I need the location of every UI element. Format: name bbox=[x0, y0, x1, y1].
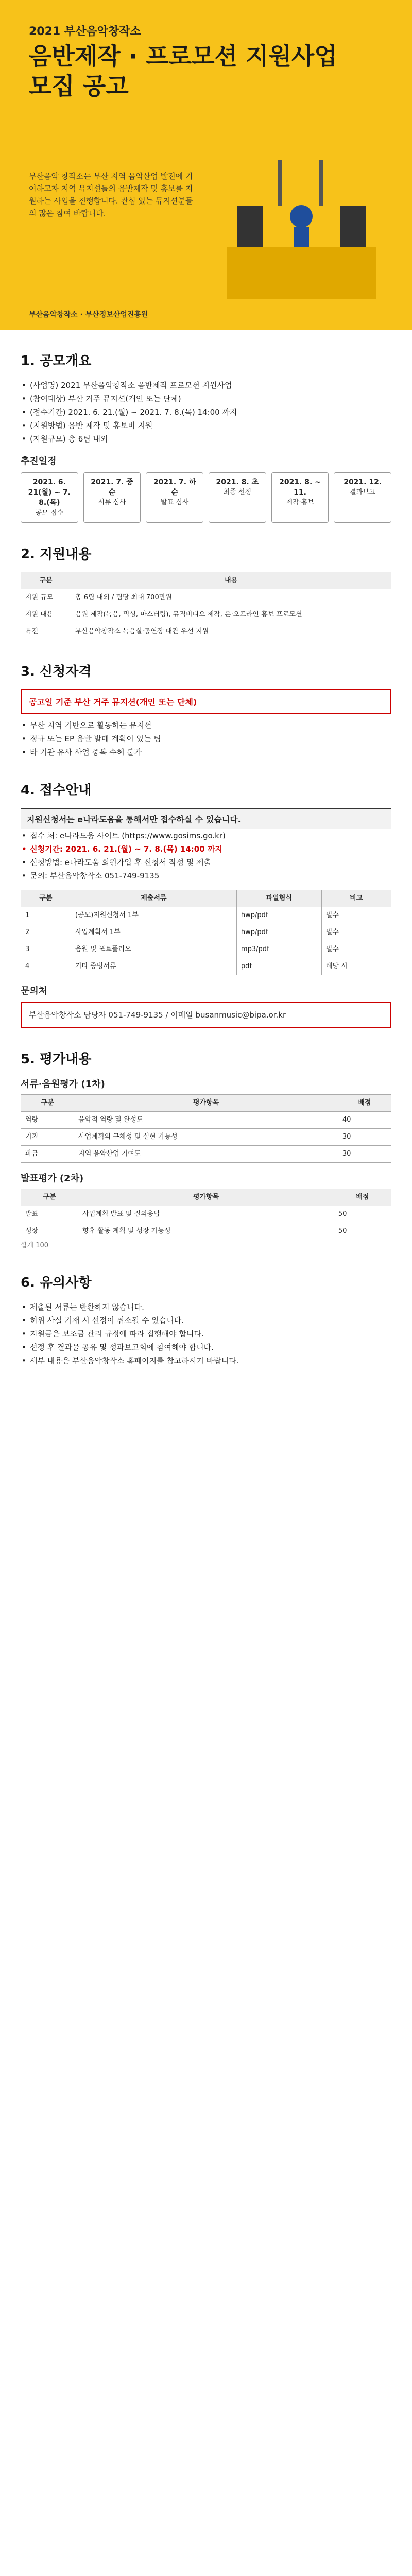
hero-title-line2: 모집 공고 bbox=[29, 72, 129, 100]
table-cell: 부산음악창작소 녹음실·공연장 대관 우선 지원 bbox=[71, 623, 391, 640]
table-header: 내용 bbox=[71, 572, 391, 589]
table-cell: 30 bbox=[338, 1129, 391, 1146]
table-header: 제출서류 bbox=[71, 890, 236, 907]
stage2-title: 발표평가 (2차) bbox=[21, 1173, 84, 1184]
hero-title bbox=[29, 41, 337, 101]
eligibility-highlight bbox=[21, 689, 391, 714]
flow-step bbox=[271, 472, 329, 523]
table-row bbox=[21, 958, 391, 975]
evaluation-total: 합계 100 bbox=[21, 1242, 49, 1249]
table-cell: 성장 bbox=[21, 1223, 78, 1240]
list-item: • 제출된 서류는 반환하지 않습니다. bbox=[21, 1300, 391, 1314]
section-title: 3. 신청자격 bbox=[21, 664, 92, 680]
list-item: • 세부 내용은 부산음악창작소 홈페이지를 참고하시기 바랍니다. bbox=[21, 1354, 391, 1367]
list-item: • 지원금은 보조금 관리 규정에 따라 집행해야 합니다. bbox=[21, 1327, 391, 1341]
table-header: 구분 bbox=[21, 1189, 78, 1206]
list-item: • 선정 후 결과물 공유 및 성과보고회에 참여해야 합니다. bbox=[21, 1341, 391, 1354]
hero-subtitle: 2021 부산음악창작소 bbox=[29, 25, 141, 38]
table-cell: 30 bbox=[338, 1146, 391, 1163]
table-cell: 50 bbox=[334, 1223, 391, 1240]
documents-table bbox=[21, 890, 391, 975]
list-item: • 신청방법: e나라도움 회원가입 후 신청서 작성 및 제출 bbox=[21, 856, 391, 869]
table-cell: 지원 규모 bbox=[21, 589, 71, 606]
contact-box bbox=[21, 1002, 391, 1028]
list-item: • 정규 또는 EP 음반 발매 계획이 있는 팀 bbox=[21, 732, 391, 745]
table-cell: 향후 활동 계획 및 성장 가능성 bbox=[78, 1223, 334, 1240]
table-header: 평가항목 bbox=[74, 1095, 338, 1112]
flow-step bbox=[209, 472, 266, 523]
list-item: • 타 기관 유사 사업 중복 수혜 불가 bbox=[21, 745, 391, 759]
table-row bbox=[21, 606, 391, 623]
table-cell: 음원 제작(녹음, 믹싱, 마스터링), 뮤직비디오 제작, 온·오프라인 홍보 프로모션 bbox=[71, 606, 391, 623]
flow-step-label: 결과보고 bbox=[350, 488, 376, 496]
hero-banner bbox=[0, 0, 412, 330]
table-cell: 해당 시 bbox=[321, 958, 391, 975]
list-item: • (사업명) 2021 부산음악창작소 음반제작 프로모션 지원사업 bbox=[21, 379, 391, 392]
table-cell: 총 6팀 내외 / 팀당 최대 700만원 bbox=[71, 589, 391, 606]
schedule-flow bbox=[21, 472, 391, 523]
table-cell: 사업계획서 1부 bbox=[71, 924, 236, 941]
stage1-title: 서류·음원평가 (1차) bbox=[21, 1079, 105, 1090]
eligibility-highlight-text: 공고일 기준 부산 거주 뮤지션(개인 또는 단체) bbox=[29, 697, 197, 707]
hero-logo: 부산음악창작소 · 부산정보산업진흥원 bbox=[29, 311, 148, 319]
section-eligibility bbox=[0, 661, 412, 759]
support-table bbox=[21, 572, 391, 640]
flow-step-date: 2021. 12. bbox=[344, 478, 382, 486]
list-item: • 신청기간: 2021. 6. 21.(월) ~ 7. 8.(목) 14:00 까지 bbox=[21, 842, 391, 856]
table-cell: 파급 bbox=[21, 1146, 74, 1163]
hero-intro: 부산음악 창작소는 부산 지역 음악산업 발전에 기여하고자 지역 뮤지션들의 음반제작 및 홍보를 지원하는 사업을 진행합니다. 관심 있는 뮤지션분들의 많은 참여 바랍니다. bbox=[29, 172, 193, 218]
section-title: 1. 공모개요 bbox=[21, 353, 92, 369]
list-item: • (접수기간) 2021. 6. 21.(월) ~ 2021. 7. 8.(목) 14:00 까지 bbox=[21, 405, 391, 419]
table-row bbox=[21, 1112, 391, 1129]
hero-title-line1: 음반제작 · 프로모션 지원사업 bbox=[29, 42, 337, 70]
table-row bbox=[21, 924, 391, 941]
table-cell: 기획 bbox=[21, 1129, 74, 1146]
table-cell: 사업계획의 구체성 및 실현 가능성 bbox=[74, 1129, 338, 1146]
table-cell: 2 bbox=[21, 924, 71, 941]
list-item: • 허위 사실 기재 시 선정이 취소될 수 있습니다. bbox=[21, 1314, 391, 1327]
application-box-title: 지원신청서는 e나라도움을 통해서만 접수하실 수 있습니다. bbox=[21, 808, 391, 829]
section-support bbox=[0, 544, 412, 640]
table-cell: 지원 내용 bbox=[21, 606, 71, 623]
section-notes bbox=[0, 1272, 412, 1367]
flow-step bbox=[21, 472, 78, 523]
flow-step-date: 2021. 8. 초 bbox=[216, 478, 259, 486]
table-cell: 50 bbox=[334, 1206, 391, 1223]
table-cell: 사업계획 발표 및 질의응답 bbox=[78, 1206, 334, 1223]
contact-title: 문의처 bbox=[21, 986, 48, 996]
table-cell: hwp/pdf bbox=[236, 924, 321, 941]
table-cell: 음악적 역량 및 완성도 bbox=[74, 1112, 338, 1129]
table-row bbox=[21, 589, 391, 606]
table-header: 구분 bbox=[21, 890, 71, 907]
table-row bbox=[21, 907, 391, 924]
section-evaluation bbox=[0, 1048, 412, 1251]
flow-step-label: 서류 심사 bbox=[98, 499, 126, 506]
flow-step-date: 2021. 7. 하순 bbox=[153, 478, 196, 497]
evaluation-table-2 bbox=[21, 1189, 391, 1240]
list-item: • 문의: 부산음악창작소 051-749-9135 bbox=[21, 869, 391, 883]
table-cell: 발표 bbox=[21, 1206, 78, 1223]
table-cell: (공모)지원신청서 1부 bbox=[71, 907, 236, 924]
evaluation-table-1 bbox=[21, 1094, 391, 1163]
table-row bbox=[21, 1223, 391, 1240]
flow-step-label: 발표 심사 bbox=[160, 499, 189, 506]
table-header: 파일형식 bbox=[236, 890, 321, 907]
table-cell: mp3/pdf bbox=[236, 941, 321, 958]
table-row bbox=[21, 623, 391, 640]
table-cell: 필수 bbox=[321, 924, 391, 941]
stage-illustration bbox=[216, 155, 386, 309]
section-application bbox=[0, 779, 412, 1028]
table-row bbox=[21, 1206, 391, 1223]
section-title: 6. 유의사항 bbox=[21, 1275, 92, 1291]
flow-step bbox=[83, 472, 141, 523]
table-cell: 지역 음악산업 기여도 bbox=[74, 1146, 338, 1163]
table-cell: pdf bbox=[236, 958, 321, 975]
section-title: 5. 평가내용 bbox=[21, 1052, 92, 1067]
table-cell: 음원 및 포트폴리오 bbox=[71, 941, 236, 958]
table-cell: 기타 증빙서류 bbox=[71, 958, 236, 975]
flow-step-label: 공모 접수 bbox=[35, 509, 64, 517]
table-row bbox=[21, 941, 391, 958]
table-header: 배점 bbox=[338, 1095, 391, 1112]
table-cell: 특전 bbox=[21, 623, 71, 640]
table-header: 구분 bbox=[21, 1095, 74, 1112]
table-row bbox=[21, 1146, 391, 1163]
contact-text: 부산음악창작소 담당자 051-749-9135 / 이메일 busanmusic@bipa.or.kr bbox=[29, 1010, 286, 1020]
list-item: • 접수 처: e나라도움 사이트 (https://www.gosims.go.kr) bbox=[21, 829, 391, 842]
table-cell: 1 bbox=[21, 907, 71, 924]
table-cell: 역량 bbox=[21, 1112, 74, 1129]
table-cell: 3 bbox=[21, 941, 71, 958]
flow-step bbox=[334, 472, 391, 523]
list-item: • (지원방법) 음반 제작 및 홍보비 지원 bbox=[21, 419, 391, 432]
table-header: 배점 bbox=[334, 1189, 391, 1206]
flow-step-date: 2021. 6. 21(월) ~ 7. 8.(목) bbox=[28, 478, 71, 507]
table-header: 평가항목 bbox=[78, 1189, 334, 1206]
section-title: 2. 지원내용 bbox=[21, 547, 92, 562]
flow-step-date: 2021. 7. 중순 bbox=[91, 478, 133, 497]
flow-step-date: 2021. 8. ~ 11. bbox=[279, 478, 321, 497]
list-item: • 부산 지역 기반으로 활동하는 뮤지션 bbox=[21, 719, 391, 732]
flow-step bbox=[146, 472, 203, 523]
section-title: 4. 접수안내 bbox=[21, 783, 92, 798]
flow-step-label: 제작·홍보 bbox=[286, 499, 314, 506]
flow-step-label: 최종 선정 bbox=[223, 488, 252, 496]
table-cell: hwp/pdf bbox=[236, 907, 321, 924]
table-cell: 필수 bbox=[321, 941, 391, 958]
table-header: 구분 bbox=[21, 572, 71, 589]
table-cell: 필수 bbox=[321, 907, 391, 924]
list-item: • (참여대상) 부산 거주 뮤지션(개인 또는 단체) bbox=[21, 392, 391, 405]
table-cell: 40 bbox=[338, 1112, 391, 1129]
section-overview bbox=[0, 350, 412, 523]
flow-title: 추진일정 bbox=[21, 456, 57, 467]
table-row bbox=[21, 1129, 391, 1146]
table-cell: 4 bbox=[21, 958, 71, 975]
list-item: • (지원규모) 총 6팀 내외 bbox=[21, 432, 391, 446]
table-header: 비고 bbox=[321, 890, 391, 907]
